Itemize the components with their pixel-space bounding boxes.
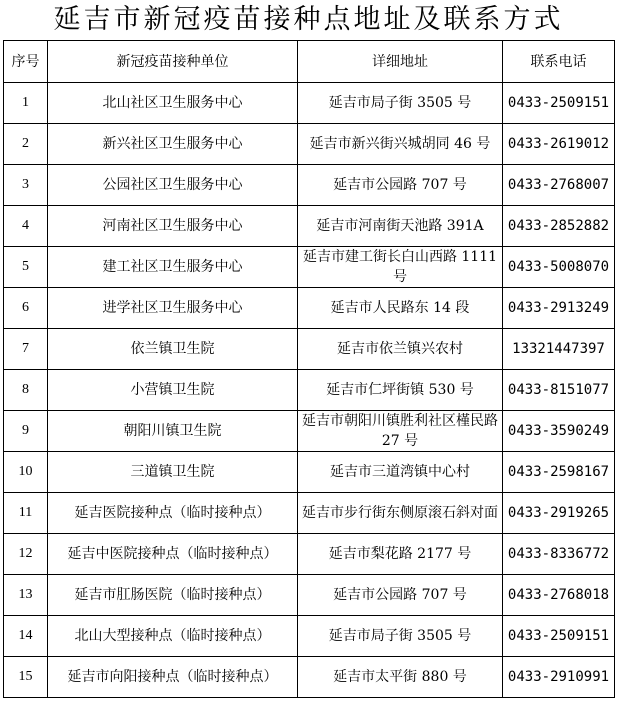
cell-address: 延吉市朝阳川镇胜利社区槿民路 27 号 <box>298 411 503 452</box>
table-row <box>4 288 615 329</box>
table-row <box>4 452 615 493</box>
cell-unit: 建工社区卫生服务中心 <box>48 247 298 288</box>
cell-phone: 0433-2598167 <box>503 452 615 493</box>
cell-no: 9 <box>4 411 48 452</box>
cell-address: 延吉市人民路东 14 段 <box>298 288 503 329</box>
cell-unit: 北山大型接种点（临时接种点） <box>48 616 298 657</box>
cell-phone: 0433-2852882 <box>503 206 615 247</box>
table-row <box>4 657 615 698</box>
table-row <box>4 411 615 452</box>
cell-address: 延吉市梨花路 2177 号 <box>298 534 503 575</box>
cell-no: 8 <box>4 370 48 411</box>
table-row <box>4 534 615 575</box>
cell-phone: 0433-5008070 <box>503 247 615 288</box>
cell-no: 12 <box>4 534 48 575</box>
cell-unit: 河南社区卫生服务中心 <box>48 206 298 247</box>
cell-address: 延吉市建工街长白山西路 1111 号 <box>298 247 503 288</box>
cell-phone: 13321447397 <box>503 329 615 370</box>
cell-phone: 0433-2913249 <box>503 288 615 329</box>
cell-unit: 延吉中医院接种点（临时接种点） <box>48 534 298 575</box>
cell-phone: 0433-2768018 <box>503 575 615 616</box>
table-row <box>4 493 615 534</box>
table-row <box>4 370 615 411</box>
cell-unit: 依兰镇卫生院 <box>48 329 298 370</box>
cell-phone: 0433-3590249 <box>503 411 615 452</box>
cell-address: 延吉市局子街 3505 号 <box>298 616 503 657</box>
cell-no: 1 <box>4 83 48 124</box>
cell-phone: 0433-2768007 <box>503 165 615 206</box>
table-row <box>4 83 615 124</box>
cell-address: 延吉市依兰镇兴农村 <box>298 329 503 370</box>
header-no: 序号 <box>4 41 48 83</box>
cell-phone: 0433-8151077 <box>503 370 615 411</box>
cell-unit: 延吉市肛肠医院（临时接种点） <box>48 575 298 616</box>
table-header-row <box>4 41 615 83</box>
cell-no: 11 <box>4 493 48 534</box>
cell-unit: 新兴社区卫生服务中心 <box>48 124 298 165</box>
cell-address: 延吉市河南街天池路 391A <box>298 206 503 247</box>
cell-address: 延吉市三道湾镇中心村 <box>298 452 503 493</box>
cell-no: 3 <box>4 165 48 206</box>
vaccination-sites-table <box>3 40 615 698</box>
cell-no: 14 <box>4 616 48 657</box>
cell-phone: 0433-2509151 <box>503 616 615 657</box>
cell-unit: 北山社区卫生服务中心 <box>48 83 298 124</box>
cell-address: 延吉市新兴街兴城胡同 46 号 <box>298 124 503 165</box>
cell-address: 延吉市仁坪街镇 530 号 <box>298 370 503 411</box>
cell-address: 延吉市公园路 707 号 <box>298 165 503 206</box>
table-row <box>4 206 615 247</box>
cell-no: 7 <box>4 329 48 370</box>
cell-no: 13 <box>4 575 48 616</box>
cell-unit: 三道镇卫生院 <box>48 452 298 493</box>
cell-unit: 延吉市向阳接种点（临时接种点） <box>48 657 298 698</box>
cell-unit: 公园社区卫生服务中心 <box>48 165 298 206</box>
cell-address: 延吉市局子街 3505 号 <box>298 83 503 124</box>
cell-phone: 0433-2910991 <box>503 657 615 698</box>
cell-address: 延吉市太平街 880 号 <box>298 657 503 698</box>
cell-address: 延吉市公园路 707 号 <box>298 575 503 616</box>
cell-no: 6 <box>4 288 48 329</box>
cell-unit: 小营镇卫生院 <box>48 370 298 411</box>
cell-no: 10 <box>4 452 48 493</box>
table-row <box>4 329 615 370</box>
cell-phone: 0433-2509151 <box>503 83 615 124</box>
cell-unit: 朝阳川镇卫生院 <box>48 411 298 452</box>
cell-unit: 延吉医院接种点（临时接种点） <box>48 493 298 534</box>
cell-no: 15 <box>4 657 48 698</box>
cell-phone: 0433-2619012 <box>503 124 615 165</box>
header-unit: 新冠疫苗接种单位 <box>48 41 298 83</box>
table-row <box>4 575 615 616</box>
cell-no: 5 <box>4 247 48 288</box>
table-row <box>4 247 615 288</box>
cell-unit: 进学社区卫生服务中心 <box>48 288 298 329</box>
header-phone: 联系电话 <box>503 41 615 83</box>
table-row <box>4 124 615 165</box>
page-title: 延吉市新冠疫苗接种点地址及联系方式 <box>53 4 564 35</box>
cell-address: 延吉市步行街东侧原滚石斜对面 <box>298 493 503 534</box>
cell-phone: 0433-2919265 <box>503 493 615 534</box>
cell-no: 4 <box>4 206 48 247</box>
cell-phone: 0433-8336772 <box>503 534 615 575</box>
table-row <box>4 165 615 206</box>
cell-no: 2 <box>4 124 48 165</box>
table-row <box>4 616 615 657</box>
header-address: 详细地址 <box>298 41 503 83</box>
